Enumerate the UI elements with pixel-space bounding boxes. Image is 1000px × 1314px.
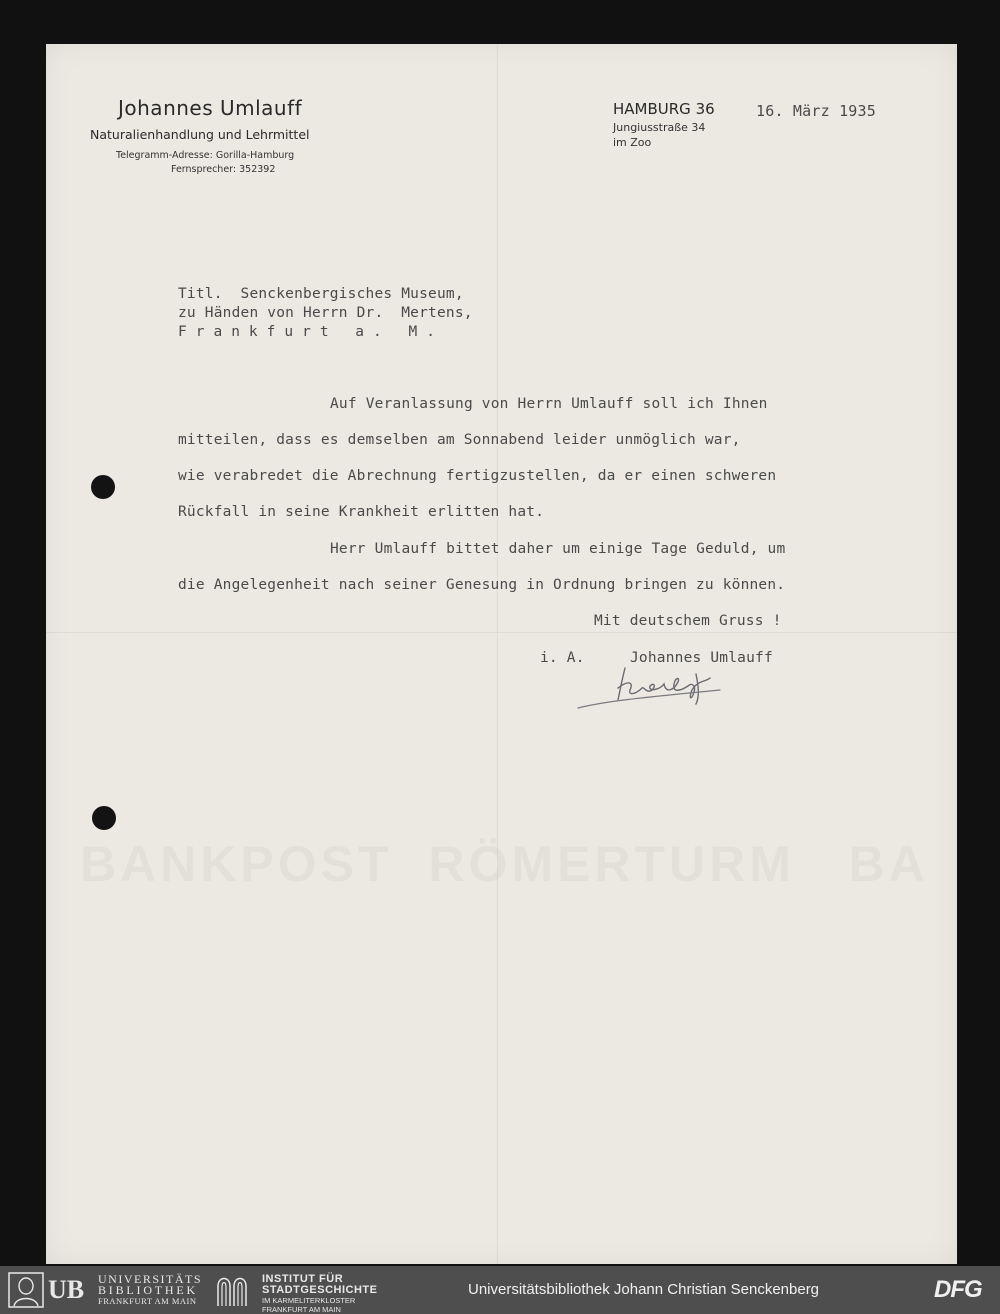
institute-line-4: FRANKFURT AM MAIN [262,1305,341,1314]
vertical-fold-line [497,44,498,1264]
letterhead-subtitle: Naturalienhandlung und Lehrmittel [90,127,310,142]
closing-signer-name: Johannes Umlauff [630,650,773,666]
paper-watermark [80,835,929,893]
footer-library-name: Universitätsbibliothek Johann Christian Senckenberg [468,1281,820,1298]
letterhead-telegram: Telegramm-Adresse: Gorilla-Hamburg [116,150,295,161]
body-paragraph-1-line-1: Auf Veranlassung von Herrn Umlauff soll ich Ihnen [330,396,768,412]
institute-logo [262,1274,377,1314]
letter-date: 16. März 1935 [756,102,876,120]
university-library-logo [98,1274,202,1307]
uni-logo-line-2: BIBLIOTHEK [98,1283,198,1297]
letterhead-city: HAMBURG 36 [613,100,715,118]
institute-line-1: INSTITUT FÜR [262,1273,344,1285]
horizontal-fold-line [46,632,957,633]
letterhead-street: Jungiusstraße 34 [613,121,706,134]
letter-paper [46,44,957,1264]
punch-hole-bottom [92,806,116,830]
recipient-line-3: Frankfurt a. M. [178,324,444,340]
letterhead-phone: Fernsprecher: 352392 [171,164,276,175]
punch-hole-top [91,475,115,499]
institute-line-2: STADTGESCHICHTE [262,1284,378,1296]
body-paragraph-1-line-2: mitteilen, dass es demselben am Sonnabend leider unmöglich war, [178,432,741,448]
recipient-line-1: Titl. Senckenbergisches Museum, [178,286,464,302]
ub-logo-text: UB [48,1275,85,1304]
letterhead-location: im Zoo [613,136,652,149]
letterhead-name: Johannes Umlauff [118,96,303,120]
dfg-logo: DFG [934,1276,982,1303]
body-paragraph-2-line-1: Herr Umlauff bittet daher um einige Tage Geduld, um [330,541,786,557]
handwritten-signature [570,660,750,720]
cloister-arch-icon [214,1272,254,1308]
uni-logo-line-3: FRANKFURT AM MAIN [98,1296,197,1306]
digitization-footer [0,1266,1000,1314]
body-paragraph-2-line-2: die Angelegenheit nach seiner Genesung in Ordnung bringen zu können. [178,577,786,593]
institute-line-3: IM KARMELITERKLOSTER [262,1296,356,1305]
closing-ia: i. A. [540,650,585,666]
body-paragraph-1-line-3: wie verabredet die Abrechnung fertigzustellen, da er einen schweren [178,468,777,484]
uni-logo-line-1: UNIVERSITÄTS [98,1272,202,1286]
closing-greeting: Mit deutschem Gruss ! [594,613,782,629]
recipient-line-2: zu Händen von Herrn Dr. Mertens, [178,305,473,321]
goethe-portrait-icon [8,1272,44,1308]
body-paragraph-1-line-4: Rückfall in seine Krankheit erlitten hat. [178,504,545,520]
